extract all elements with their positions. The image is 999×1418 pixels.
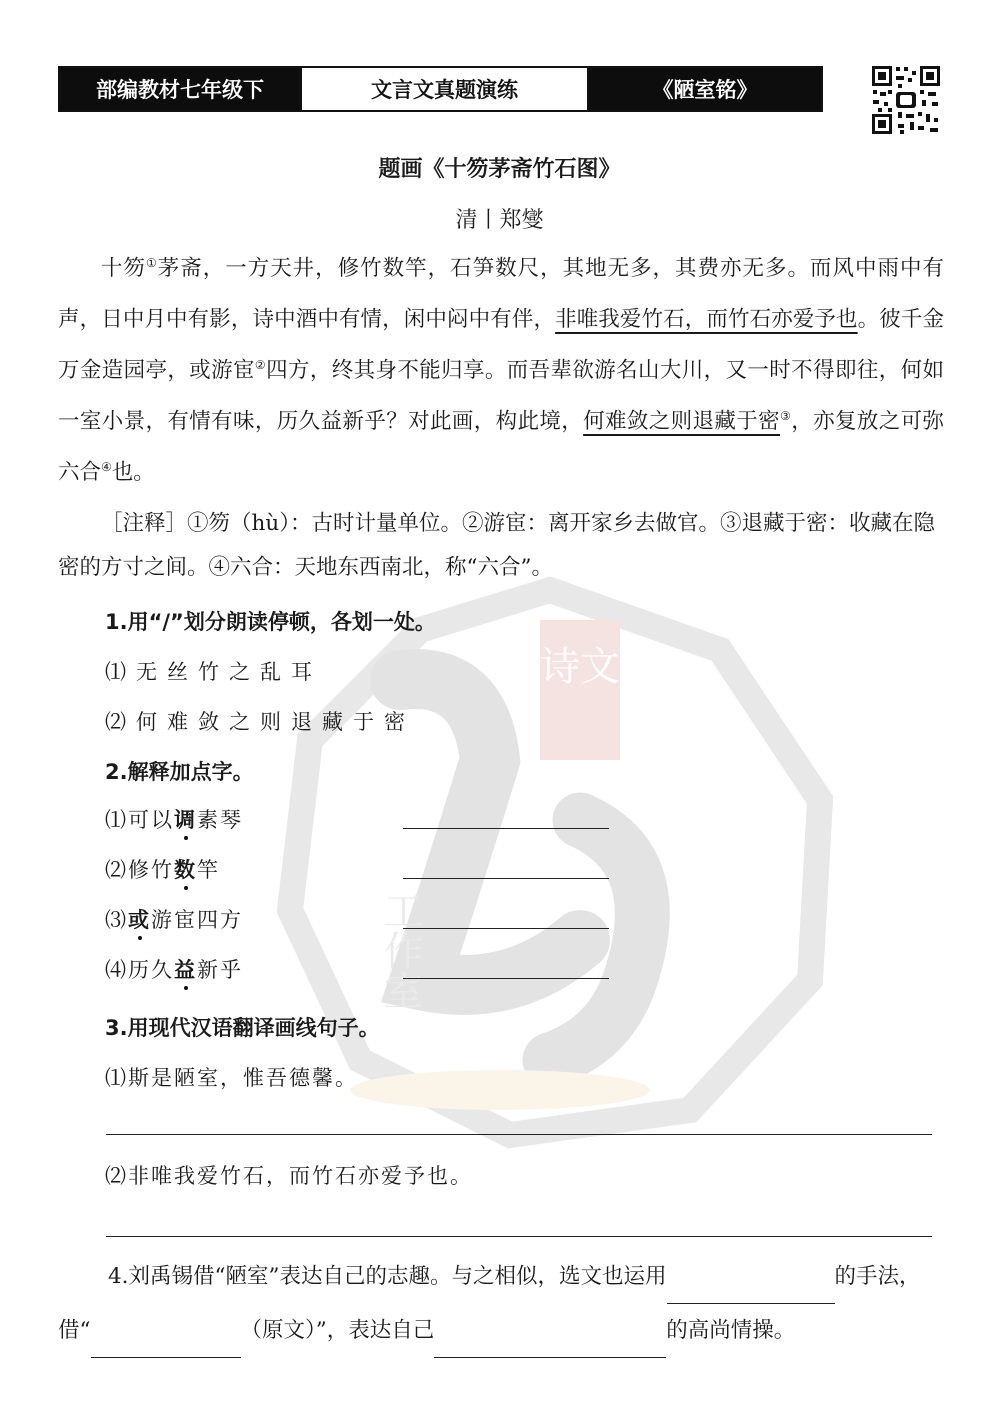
watermark-seal-text: 诗文 xyxy=(540,644,620,690)
question-2-item-3: ⑶或游宦四方 xyxy=(105,907,243,932)
answer-blank-2-1[interactable] xyxy=(403,827,609,829)
header-section: 文言文真题演练 xyxy=(300,68,589,110)
answer-blank-4-3[interactable] xyxy=(434,1323,666,1358)
answer-line-3-1[interactable] xyxy=(106,1133,932,1135)
header-lesson: 《陋室铭》 xyxy=(589,68,821,110)
qr-code-icon xyxy=(870,64,942,136)
question-2-title: 2.解释加点字。 xyxy=(105,760,254,784)
answer-blank-2-4[interactable] xyxy=(403,977,609,979)
poem-author: 清丨郑燮 xyxy=(455,208,544,233)
answer-line-3-2[interactable] xyxy=(106,1235,932,1237)
header-bar xyxy=(58,66,823,112)
answer-blank-4-2[interactable] xyxy=(91,1323,241,1358)
header-grade: 部编教材七年级下 xyxy=(60,68,300,110)
passage-text: 十笏①茅斋，一方天井，修竹数竿，石笋数尺，其地无多，其费亦无多。而风中雨中有声，日中月中有影，诗中酒中有情，闲中闷中有伴，非唯我爱竹石，而竹石亦爱予也。彼千金万金造园亭，或游宦②四方，终其身不能归享。而吾辈欲游名山大川，又一时不得即往，何如一室小景，有情有味，历久益新乎？对此画，构此境，何难敛之则退藏于密③，亦复放之可弥六合④也。 xyxy=(58,255,944,485)
question-1-item-1: ⑴无丝竹之乱耳 xyxy=(105,660,322,684)
poem-title: 题画《十笏茅斋竹石图》 xyxy=(378,157,621,182)
question-1-title: 1.用“/”划分朗读停顿，各划一处。 xyxy=(105,610,436,634)
question-3-title: 3.用现代汉语翻译画线句子。 xyxy=(105,1016,380,1040)
answer-blank-4-1[interactable] xyxy=(667,1269,835,1304)
question-3-item-1: ⑴斯是陋室，惟吾德馨。 xyxy=(105,1066,358,1090)
question-2-item-1: ⑴可以调素琴 xyxy=(105,807,243,832)
answer-blank-2-2[interactable] xyxy=(403,877,609,879)
watermark-side-text: 工作室 xyxy=(377,890,423,1010)
underlined-sentence-2: 何难敛之则退藏于密 xyxy=(583,409,781,434)
question-3-item-2: ⑵非唯我爱竹石，而竹石亦爱予也。 xyxy=(105,1164,473,1188)
question-2-item-4: ⑷历久益新乎 xyxy=(105,957,243,982)
question-2-item-2: ⑵修竹数竿 xyxy=(105,857,220,882)
question-4: 4.刘禹锡借“陋室”表达自己的志趣。与之相似，选文也运用 的手法，借“ （原文）”，表达自己 的高尚情操。 xyxy=(58,1250,948,1358)
answer-blank-2-3[interactable] xyxy=(403,927,609,929)
question-1-item-2: ⑵何难敛之则退藏于密 xyxy=(105,710,415,734)
annotations: ［注释］①笏（hù）：古时计量单位。②游宦：离开家乡去做官。③退藏于密：收藏在隐密的方寸之间。④六合：天地东西南北，称“六合”。 xyxy=(58,511,935,580)
underlined-sentence-1: 非唯我爱竹石，而竹石亦爱予也 xyxy=(555,307,858,332)
